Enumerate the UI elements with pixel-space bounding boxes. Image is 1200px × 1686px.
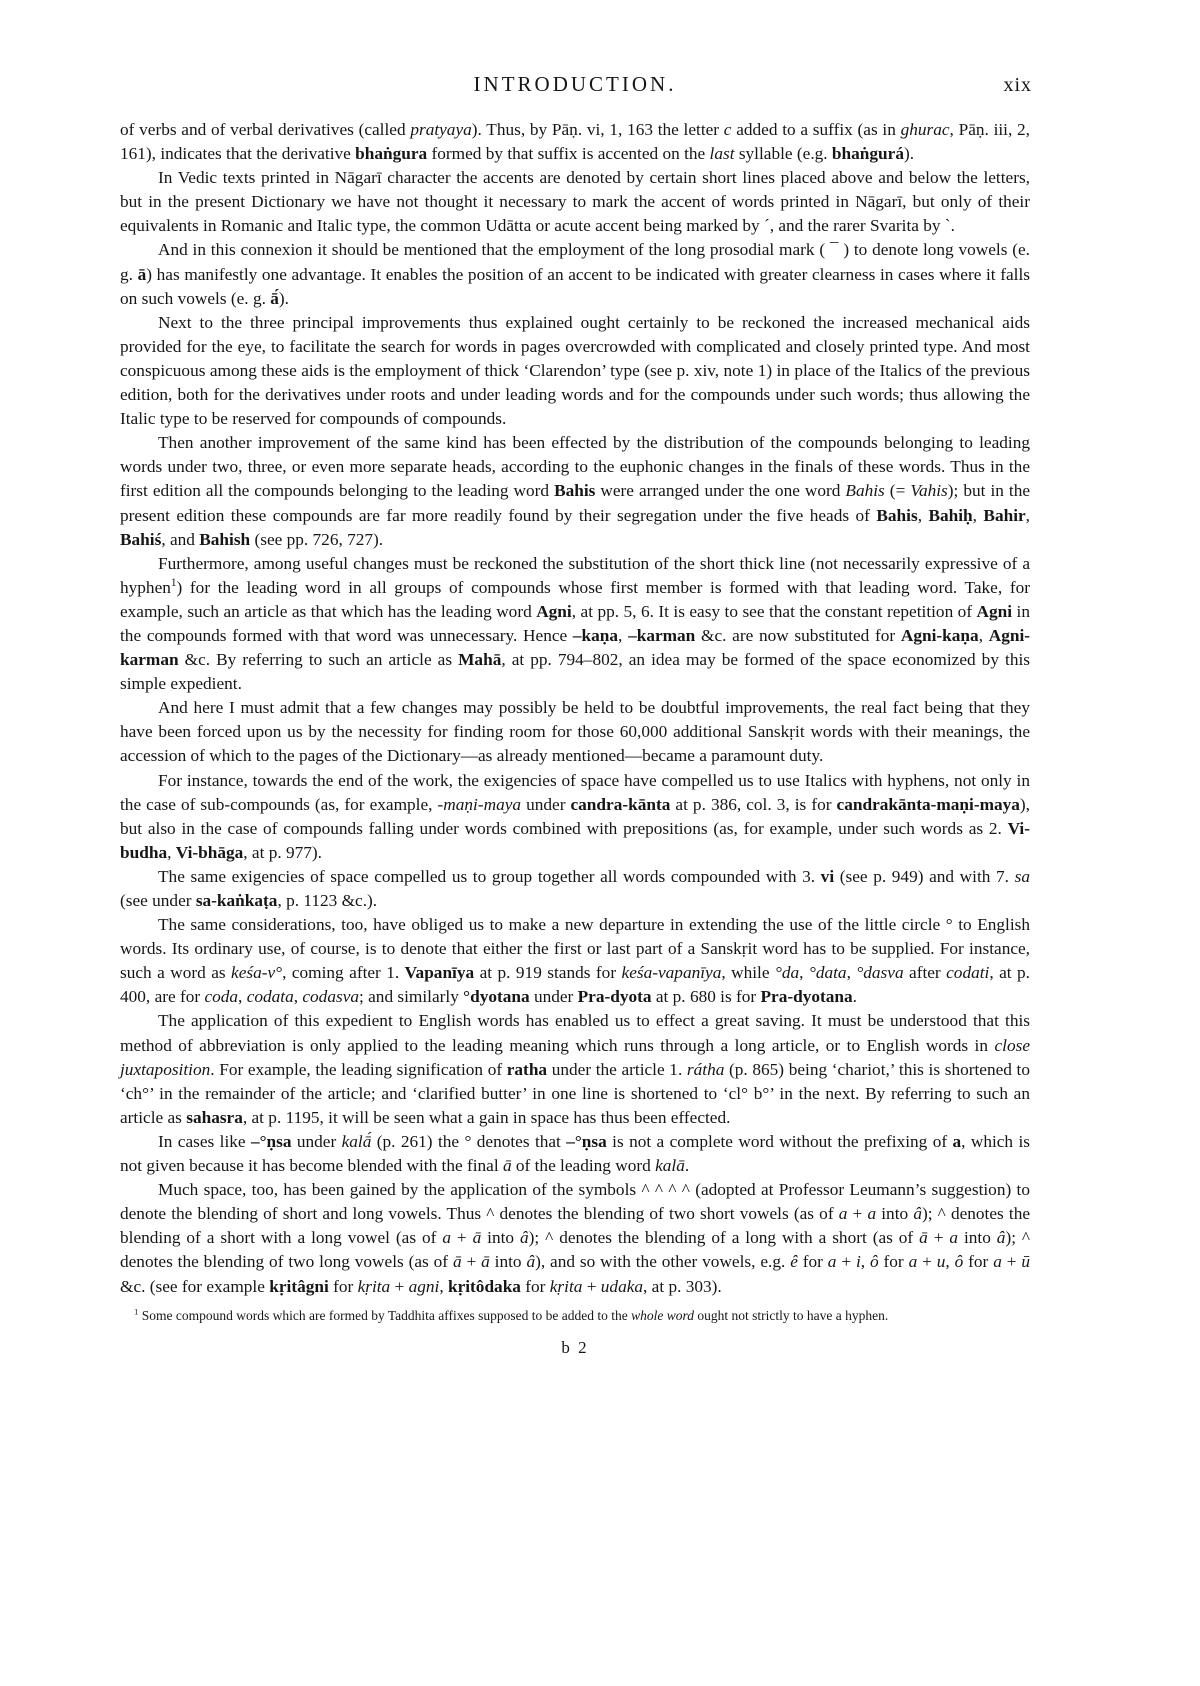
paragraph-6: Furthermore, among useful changes must be reckoned the substitution of the short thick line (not necessarily expressive of a hyphen$^1$) for the leading word in all groups of compounds whose first member is formed with that leading word. Take, for example, such an article as that which has the leading word Agni, at pp. 5, 6. It is easy to see that the constant repetition of Agni in the compounds formed with that word was unnecessary. Hence –kaṇa, –karman &c. are now substituted for Agni-kaṇa, Agni-karman &c. By referring to such an article as Mahā, at pp. 794–802, an idea may be formed of the space economized by this simple expedient. (120, 553, 1031, 694)
paragraph-1: of verbs and of verbal derivatives (called pratyaya). Thus, by Pāṇ. vi, 1, 163 the letter c added to a suffix (as in ghurac, Pāṇ. iii, 2, 161), indicates that the derivative bhaṅgura formed by that suffix is accented on the last syllable (e.g. bhaṅgurá). (120, 120, 1030, 164)
paragraph-3: And in this connexion it should be mentioned that the employment of the long prosodial mark ( ¯ ) to denote long vowels (e. g. ā) has manifestly one advantage. It enables the position of an accent to be indicated with greater clearness in cases where it falls on such vowels (e. g. ā́). (120, 240, 1031, 308)
footnote: $^1$ Some compound words which are formed by Taddhita affixes supposed to be added to the whole word ought not strictly to have a hyphen. (134, 1306, 889, 1323)
paragraph-12: In cases like –°ṇsa under kalā́ (p. 261) the ° denotes that –°ṇsa is not a complete word without the prefixing of a, which is not given because it has become blended with the final ā of the leading word kalā. (120, 1131, 1030, 1176)
page-number: xix (1003, 74, 1032, 96)
paragraph-7: And here I must admit that a few changes may possibly be held to be doubtful improvements, the real fact being that they have been forced upon us by the necessity for finding room for those 60,000 additional Sanskṛit words with their meanings, the accession of which to the pages of the Dictionary—as already mentioned—became a paramount duty. (120, 698, 1030, 766)
paragraph-13: Much space, too, has been gained by the application of the symbols ^ ^ ^ ^ (adopted at Professor Leumann’s suggestion) to denote the blending of short and long vowels. Thus ^ denotes the blending of two short vowels (as of a + a into â); ^ denotes the blending of a short with a long vowel (as of a + ā into â); ^ denotes the blending of a long with a short (as of ā + a into â); ^ denotes the blending of two long vowels (as of ā + ā into â), and so with the other vowels, e.g. ê for a + i, ô for a + u, ô for a + ū &c. (see for example kṛitâgni for kṛita + agni, kṛitôdaka for kṛita + udaka, at p. 303). (120, 1180, 1031, 1296)
running-header (120, 72, 1030, 108)
paragraph-8: For instance, towards the end of the work, the exigencies of space have compelled us to use Italics with hyphens, not only in the case of sub-compounds (as, for example, -maṇi-maya under candra-kānta at p. 386, col. 3, is for candrakānta-maṇi-maya), but also in the case of compounds falling under words combined with prepositions (as, for example, under such words as 2. Vi-budha, Vi-bhāga, at p. 977). (120, 770, 1030, 862)
paragraph-9: The same exigencies of space compelled us to group together all words compounded with 3. vi (see p. 949) and with 7. sa (see under sa-kaṅkaṭa, p. 1123 &c.). (120, 866, 1030, 910)
paragraph-2: In Vedic texts printed in Nāgarī character the accents are denoted by certain short lines placed above and below the letters, but in the present Dictionary we have not thought it necessary to mark the accent of words printed in Nāgarī, but only of their equivalents in Romanic and Italic type, the common Udātta or acute accent being marked by ´, and the rarer Svarita by `. (120, 168, 1030, 236)
paragraph-11: The application of this expedient to English words has enabled us to effect a great saving. It must be understood that this method of abbreviation is only applied to the leading meaning which runs through a long article, or to English words in close juxtaposition. For example, the leading signification of ratha under the article 1. rátha (p. 865) being ‘chariot,’ this is shortened to ‘ch°’ in the remainder of the article; and ‘clarified butter’ in one line is shortened to ‘cl° b°’ in the next. By referring to such an article as sahasra, at p. 1195, it will be seen what a gain in space has thus been effected. (120, 1011, 1031, 1127)
paragraph-10: The same considerations, too, have obliged us to make a new departure in extending the use of the little circle ° to English words. Its ordinary use, of course, is to denote that either the first or last part of a Sanskṛit word has to be supplied. For instance, such a word as keśa-v°, coming after 1. Vapanīya at p. 919 stands for keśa-vapanīya, while °da, °data, °dasva after codati, at p. 400, are for coda, codata, codasva; and similarly °dyotana under Pra-dyota at p. 680 is for Pra-dyotana. (120, 915, 1030, 1007)
signature-mark: b 2 (561, 1337, 589, 1357)
paragraph-5: Then another improvement of the same kind has been effected by the distribution of the compounds belonging to leading words under two, three, or even more separate heads, according to the euphonic changes in the finals of these words. Thus in the first edition all the compounds belonging to the leading word Bahis were arranged under the one word Bahis (= Vahis); but in the present edition these compounds are far more readily found by their segregation under the five heads of Bahis, Bahiḥ, Bahir, Bahiś, and Bahish (see pp. 726, 727). (120, 433, 1031, 549)
chapter-title: INTRODUCTION. (473, 72, 677, 96)
body-text (120, 118, 1030, 1299)
paragraph-4: Next to the three principal improvements thus explained ought certainly to be reckoned the increased mechanical aids provided for the eye, to facilitate the search for words in pages overcrowded with complicated and closely printed type. And most conspicuous among these aids is the employment of thick ‘Clarendon’ type (see p. xiv, note 1) in place of the Italics of the previous edition, both for the derivatives under roots and under leading words and for the compounds under such words; thus allowing the Italic type to be reserved for compounds of compounds. (120, 312, 1030, 429)
document-page (120, 72, 1030, 1358)
